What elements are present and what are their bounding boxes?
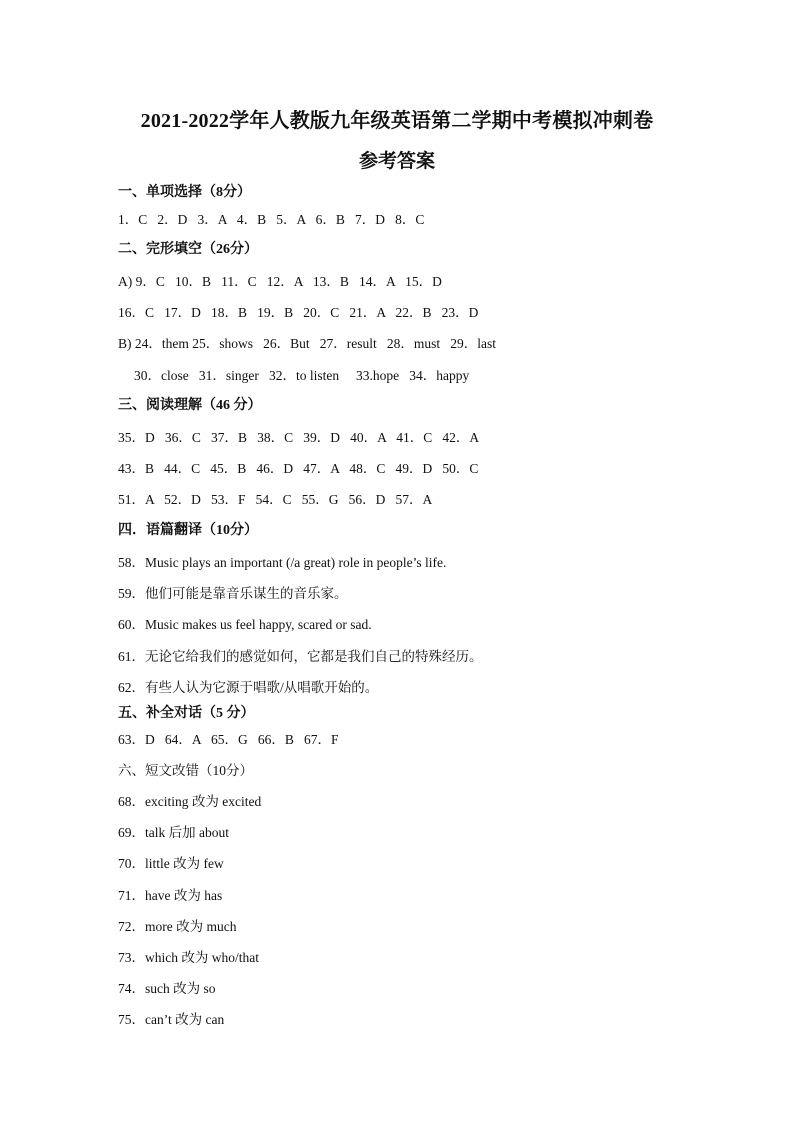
correction-line: 70．little 改为 few — [118, 856, 224, 871]
answer-line: 43．B 44．C 45．B 46．D 47．A 48．C 49．D 50．C — [118, 461, 479, 476]
correction-line: 68．exciting 改为 excited — [118, 794, 262, 809]
answer-line: 62．有些人认为它源于唱歌/从唱歌开始的。 — [118, 680, 379, 695]
correction-line: 69．talk 后加 about — [118, 825, 229, 840]
section-heading: 四．语篇翻译（10分） — [118, 523, 258, 538]
answer-line: 58．Music plays an important (/a great) role in people’s life. — [118, 555, 447, 570]
document-title: 2021-2022学年人教版九年级英语第二学期中考模拟冲刺卷 — [140, 110, 654, 132]
answer-line: 30．close 31．singer 32．to listen 33.hope 34．happy — [134, 368, 470, 383]
correction-line: 73．which 改为 who/that — [118, 950, 259, 965]
answer-line: B) 24．them 25．shows 26．But 27．result 28．must 29．last — [118, 336, 496, 351]
answer-line: 63．D 64．A 65．G 66．B 67．F — [118, 732, 339, 747]
answer-line: 35．D 36．C 37．B 38．C 39．D 40．A 41．C 42．A — [118, 430, 480, 445]
answer-line: 51．A 52．D 53．F 54．C 55．G 56．D 57．A — [118, 492, 433, 507]
answer-line: 16．C 17．D 18．B 19．B 20．C 21．A 22．B 23．D — [118, 305, 479, 320]
document-subtitle: 参考答案 — [358, 151, 435, 172]
answer-line: 61．无论它给我们的感觉如何，它都是我们自己的特殊经历。 — [118, 649, 483, 664]
answer-line: 1．C 2．D 3．A 4．B 5．A 6．B 7．D 8．C — [118, 212, 425, 227]
answer-line: 60．Music makes us feel happy, scared or sad. — [118, 617, 372, 632]
section-heading: 五、补全对话（5 分） — [118, 706, 255, 721]
section-heading: 二、完形填空（26分） — [118, 242, 258, 257]
correction-line: 74．such 改为 so — [118, 981, 216, 996]
section-heading-plain: 六、短文改错（10分） — [118, 763, 253, 778]
section-heading: 三、阅读理解（46 分） — [118, 398, 262, 413]
answer-line: 59．他们可能是靠音乐谋生的音乐家。 — [118, 586, 348, 601]
correction-line: 72．more 改为 much — [118, 919, 237, 934]
section-heading: 一、单项选择（8分） — [118, 185, 251, 200]
correction-line: 75．can’t 改为 can — [118, 1012, 225, 1027]
answer-line: A) 9．C 10．B 11．C 12．A 13．B 14．A 15．D — [118, 274, 442, 289]
correction-line: 71．have 改为 has — [118, 888, 223, 903]
